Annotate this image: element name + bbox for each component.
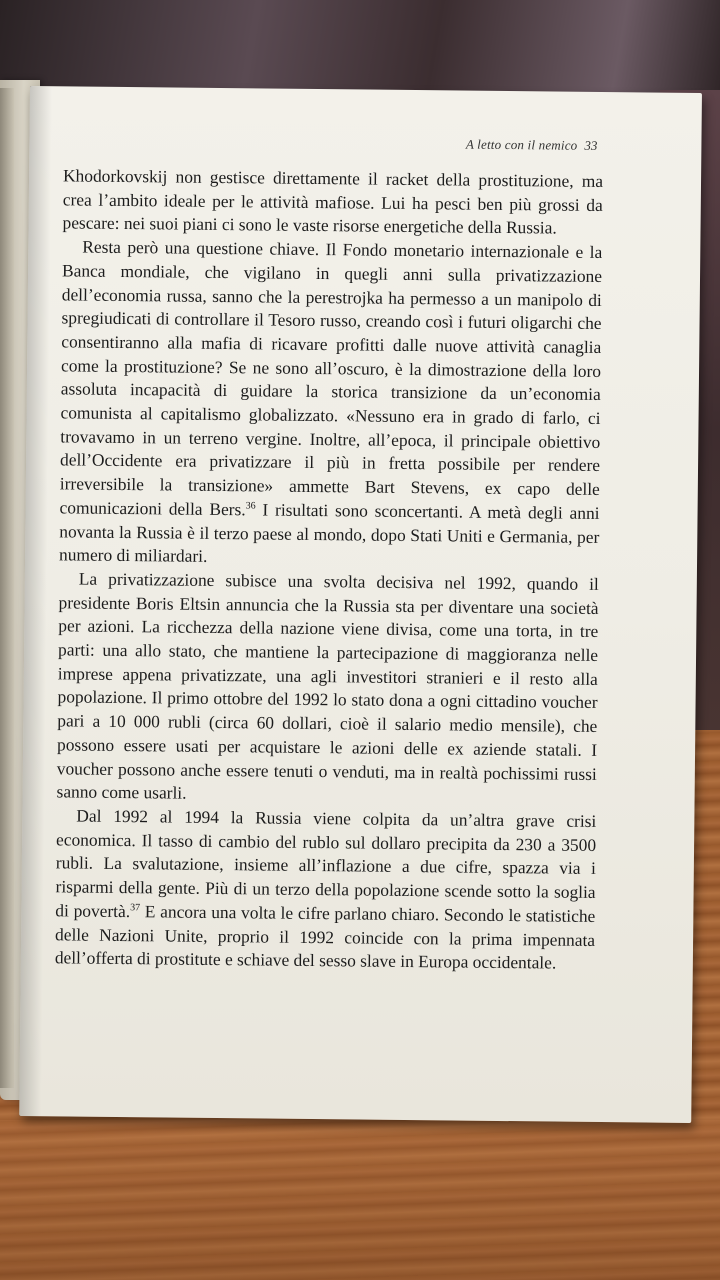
paragraph-text: I risultati sono sconcertanti. A metà degli anni novanta la Russia è il terzo paese al mondo, dopo Stati Uniti e Germania, per numero di miliardari. <box>58 499 600 567</box>
paragraph-text: Dal 1992 al 1994 la Russia viene colpita da un’altra grave crisi economica. Il tasso di cambio del rublo sul dollaro precipita da 230 a 3500 rubli. La svalutazione, insieme all’inflazione a due cifre, spazza via i risparmi della gente. Più di un terzo della popolazione scende sotto la soglia di povertà. <box>55 805 597 921</box>
paragraph <box>55 804 597 976</box>
footnote-reference: 36 <box>245 500 256 512</box>
book-gutter <box>0 88 14 1088</box>
paragraph <box>62 164 603 241</box>
footnote-reference: 37 <box>130 902 141 914</box>
body-text <box>55 164 603 976</box>
page-number: 33 <box>584 137 598 153</box>
wooden-table-highlight <box>0 1120 720 1280</box>
running-head-title: A letto con il nemico <box>465 136 578 153</box>
paragraph <box>56 567 598 810</box>
paragraph <box>59 235 602 572</box>
paragraph-text: Khodorkovskij non gestisce direttamente il racket della prostituzione, ma crea l’ambito ideale per le attività mafiose. Lui ha pesci ben più grossi da pescare: nei suoi piani ci sono le vaste risorse energetiche della Russia. <box>62 165 604 238</box>
paragraph-text: La privatizzazione subisce una svolta decisiva nel 1992, quando il presidente Boris Eltsin annuncia che la Russia sta per diventare una società per azioni. La ricchezza della nazione viene divisa, come una torta, in tre parti: una allo stato, che mantiene la partecipazione di maggioranza nelle imprese appena privatizzate, una agli investitori stranieri e il resto alla popolazione. Il primo ottobre del 1992 lo stato dona a ogni cittadino voucher pari a 10 000 rubli (circa 60 dollari, cioè il salario medio mensile), che possono essere usati per acquistare le azioni delle ex aziende statali. I voucher possono anche essere tenuti o venduti, ma in realtà pochissimi russi sanno come usarli. <box>56 568 599 803</box>
paragraph-text: Resta però una questione chiave. Il Fondo monetario internazionale e la Banca mondiale, che vigilano in quegli anni sulla privatizzazione dell’economia russa, sanno che la perestrojka ha permesso a un manipolo di spregiudicati di controllare il Tesoro russo, creando così i futuri oligarchi che consentiranno alla mafia di ricavare profitti dalle nuove attività canaglia come la prostituzione? Se ne sono all’oscuro, è la dimostrazione della loro assoluta incapacità di guidare la storica transizione da un’economia comunista al capitalismo globalizzato. «Nessuno era in grado di farlo, ci trovavamo in un terreno vergine. Inoltre, all’epoca, il principale obiettivo dell’Occidente era privatizzare il più in fretta possibile per rendere irreversibile la transizione» ammette Bart Stevens, ex capo delle comunicazioni della Bers. <box>59 236 603 520</box>
paragraph-text: E ancora una volta le cifre parlano chiaro. Secondo le statistiche delle Nazioni Unite, proprio il 1992 coincide con la prima impennata dell’offerta di prostitute e schiave del sesso slave in Europa occidentale. <box>54 900 596 973</box>
book-page <box>19 86 702 1123</box>
